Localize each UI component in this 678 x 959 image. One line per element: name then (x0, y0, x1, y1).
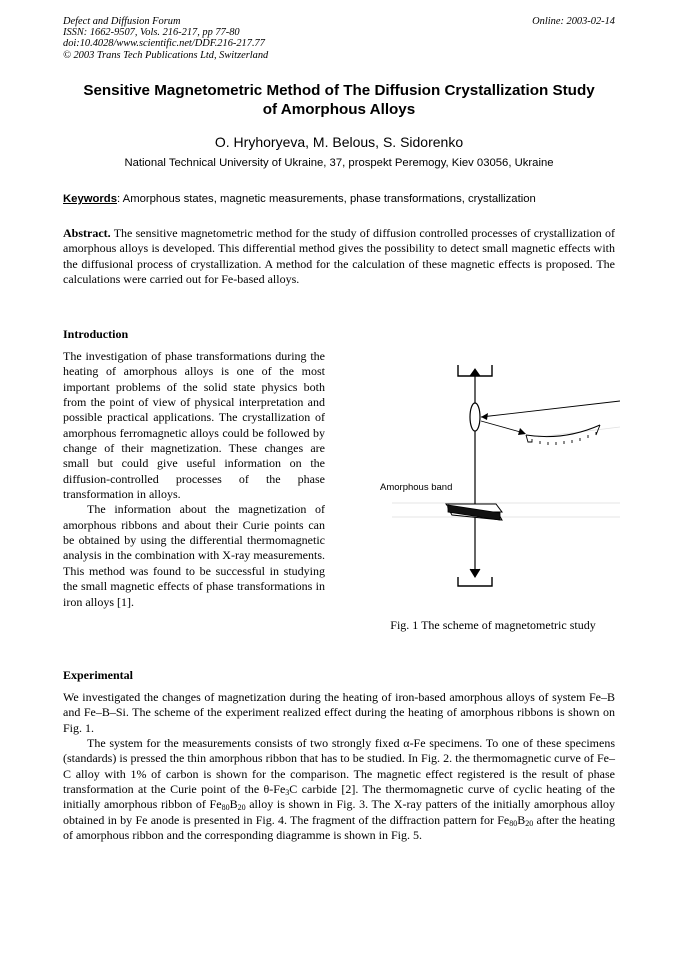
mirror (470, 403, 480, 431)
bottom-clamp (458, 577, 492, 586)
exp-paragraph-1: We investigated the changes of magnetization during the heating of iron-based amorphous alloys of system Fe–B and Fe–B–Si. The scheme of the experiment realized effect during the heating of amorphous ribbons is shown on Fig. 1. (63, 690, 615, 735)
keywords: Keywords: Amorphous states, magnetic measurements, phase transformations, crystallization (63, 193, 536, 205)
introduction-text (63, 349, 325, 610)
introduction-heading: Introduction (63, 327, 129, 341)
reflected-beam-arrowhead (518, 428, 526, 435)
abstract-label: Abstract. (63, 226, 111, 240)
keywords-label: Keywords (63, 193, 117, 205)
incident-light-beam (481, 401, 620, 417)
title-line-1: Sensitive Magnetometric Method of The Diffusion Crystallization Study (83, 82, 595, 99)
experimental-text (63, 690, 615, 843)
journal-name: Defect and Diffusion Forum (63, 16, 181, 27)
reflected-light-beam (481, 421, 524, 433)
title-line-2: of Amorphous Alloys (262, 101, 416, 118)
issn: ISSN: 1662-9507, Vols. 216-217, pp 77-80 (63, 27, 240, 39)
amorphous-band-label: Amorphous band (380, 482, 453, 493)
copyright: © 2003 Trans Tech Publications Ltd, Switzerland (63, 49, 269, 61)
figure-caption: Fig. 1 The scheme of magnetometric study (390, 618, 596, 632)
intro-paragraph-1: The investigation of phase transformations during the heating of amorphous alloys is one of the most important problems of the solid state physics both from the point of view of physical interpretation and possible practical applications. The crystallization of amorphous ferromagnetic alloys could be followed by change of their magnetization. These changes are small but could give useful information on the diffusion-controlled processes of the phase transformation in alloys. (63, 349, 325, 502)
top-suspension-arrow (470, 369, 480, 376)
doi: doi:10.4028/www.scientific.net/DDF.216-217.77 (63, 38, 265, 50)
authors: O. Hryhoryeva, M. Belous, S. Sidorenko (214, 134, 464, 150)
paper-title (63, 81, 615, 119)
abstract (63, 226, 615, 287)
exp-paragraph-2: The system for the measurements consists of two strongly fixed α-Fe specimens. To one of these specimens (standards) is pressed the thin amorphous ribbon that has to be studied. In Fig. 2. the thermomagnetic curve of Fe–C alloy with 1% of carbon is shown for the comparison. The magnetic effect registered is the result of phase transformation at the Curie point of the $\theta-Fe_3C$ carbide [2]. The thermomagnetic curve of cyclic heating of the initially amorphous ribbon of $Fe_{80}B_{20}$ alloy is shown in Fig. 3. The X-ray patters of the initially amorphous alloy obtained in by Fe anode is presented in Fig. 4. The fragment of the diffraction pattern for $Fe_{80}B_{20}$ after the heating of amorphous ribbon and the corresponding diagramme is shown in Fig. 5. (63, 736, 615, 843)
scale-ticks (526, 425, 600, 445)
incident-beam-arrowhead (481, 413, 488, 420)
intro-paragraph-2: The information about the magnetization of amorphous ribbons and about their Curie points can be obtained by using the differential thermomagnetic analysis in the combination with X-ray measurements. This method was found to be successful in studying the small magnetic effects of phase transformations in iron alloys [1]. (63, 502, 325, 609)
journal-header (63, 16, 268, 61)
online-date: Online: 2003-02-14 (532, 16, 615, 27)
bottom-suspension-arrow (470, 569, 480, 577)
experimental-heading: Experimental (63, 668, 133, 682)
keywords-text: Amorphous states, magnetic measurements, phase transformations, crystallization (120, 193, 536, 205)
affiliation: National Technical University of Ukraine, 37, prospekt Peremogy, Kiev 03056, Ukraine (124, 157, 554, 169)
magnetometer-scheme-figure (368, 355, 620, 595)
abstract-text: The sensitive magnetometric method for the study of diffusion controlled processes of crystallization of amorphous alloys is developed. This differential method gives the possibility to detect small magnetic effects with the diffusional process of crystallization. A method for the calculation of these magnetic effects is proposed. The calculations were carried out for Fe-based alloys. (63, 226, 615, 286)
